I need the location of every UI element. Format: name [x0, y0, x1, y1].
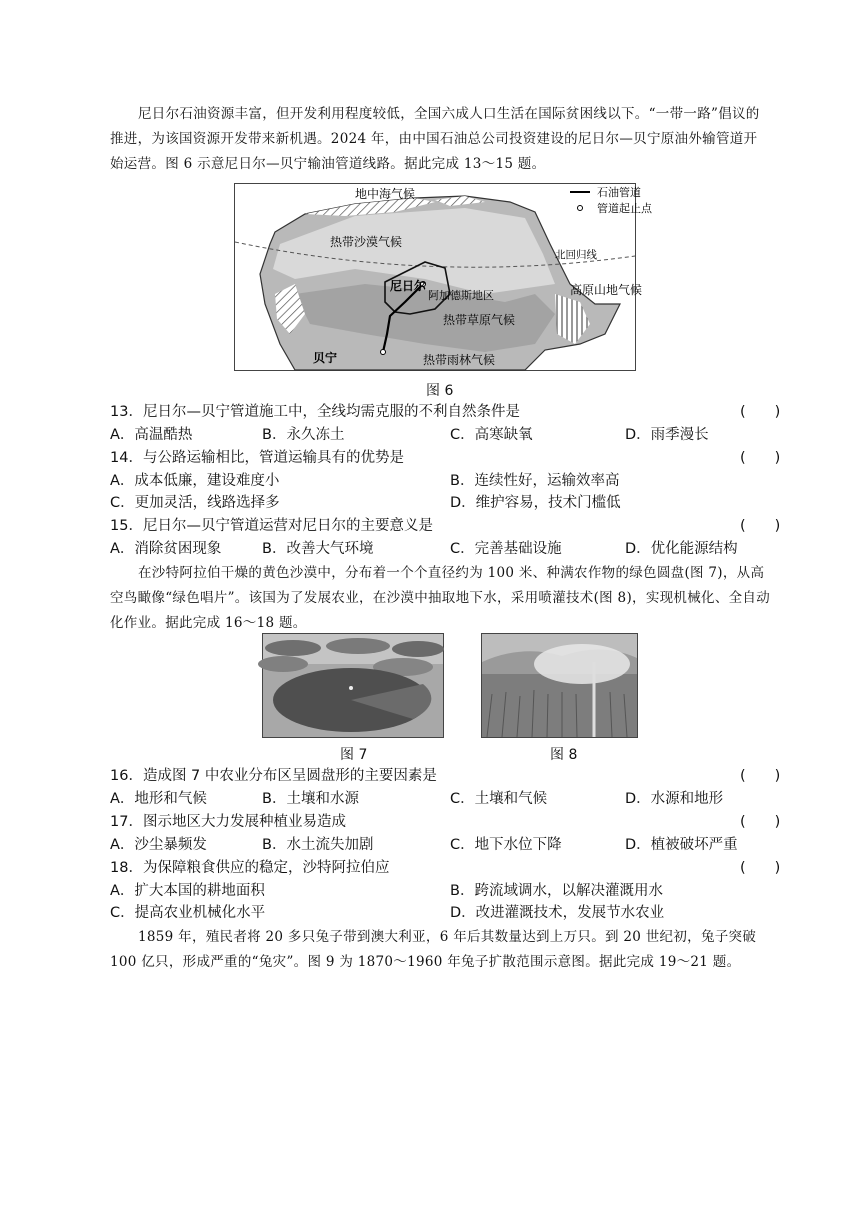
option-c: C．土壤和气候 — [450, 791, 548, 807]
answer-blank: ( ) — [740, 450, 781, 466]
options-16 — [110, 788, 790, 810]
fig8-caption: 图 8 — [550, 747, 578, 763]
legend-pipeline: 石油管道 — [597, 186, 641, 199]
option-a: A．地形和气候 — [110, 791, 207, 807]
option-a: A．消除贫困现象 — [110, 541, 222, 557]
option-d: D．雨季漫长 — [625, 427, 709, 443]
label-benin: 贝宁 — [313, 351, 338, 365]
question-13: 13．尼日尔—贝宁管道施工中，全线均需克服的不利自然条件是 ( ) — [110, 401, 790, 423]
option-a: A．成本低廉，建设难度小 — [110, 473, 280, 489]
pipeline-end-point — [381, 350, 386, 355]
question-15: 15．尼日尔—贝宁管道运营对尼日尔的主要意义是 ( ) — [110, 515, 790, 537]
options-17 — [110, 834, 790, 856]
pipeline-map-figure — [234, 183, 652, 371]
option-d: D．植被破坏严重 — [625, 837, 738, 853]
question-18: 18．为保障粮食供应的稳定，沙特阿拉伯应 ( ) — [110, 857, 790, 879]
figure-7-crop-circles — [262, 633, 444, 738]
label-savanna: 热带草原气候 — [443, 313, 516, 327]
intro-paragraph-16-18: 在沙特阿拉伯干燥的黄色沙漠中，分布着一个个直径约为 100 米、种满农作物的绿色圆盘(图 7)，从高空鸟瞰像“绿色唱片”。该国为了发展农业，在沙漠中抽取地下水，采用喷灌技术(图 8)，实现机械化、全自动化作业。据此完成 16～18 题。 — [110, 565, 771, 631]
answer-blank: ( ) — [740, 518, 781, 534]
option-c: C．提高农业机械化水平 — [110, 905, 266, 921]
answer-blank: ( ) — [740, 814, 781, 830]
label-agadez: 阿加德斯地区 — [428, 289, 494, 302]
answer-blank: ( ) — [740, 404, 781, 420]
option-d: D．维护容易，技术门槛低 — [450, 495, 621, 511]
intro-paragraph-13-15: 尼日尔石油资源丰富，但开发利用程度较低，全国六成人口生活在国际贫困线以下。“一带一路”倡议的推进，为该国资源开发带来新机遇。2024 年，由中国石油总公司投资建设的尼日尔—贝宁原油外输管道开始运营。图 6 示意尼日尔—贝宁输油管道线路。据此完成 13～15 题。 — [110, 106, 760, 172]
option-d: D．水源和地形 — [625, 791, 724, 807]
label-rainforest: 热带雨林气候 — [423, 353, 496, 367]
option-c: C．地下水位下降 — [450, 837, 562, 853]
options-18-row1 — [110, 880, 790, 902]
option-a: A．沙尘暴频发 — [110, 837, 207, 853]
option-d: D．优化能源结构 — [625, 541, 738, 557]
option-b: B．土壤和水源 — [262, 791, 359, 807]
option-b: B．改善大气环境 — [262, 541, 374, 557]
option-b: B．永久冻土 — [262, 427, 345, 443]
sprinkler-photo — [482, 634, 637, 737]
crop-circles-photo — [263, 634, 443, 737]
legend-endpoint: 管道起止点 — [597, 202, 652, 215]
options-14-row2 — [110, 492, 790, 514]
figure-8-sprinkler-irrigation — [481, 633, 638, 738]
label-highland: 高原山地气候 — [570, 283, 643, 297]
option-b: B．跨流域调水，以解决灌溉用水 — [450, 883, 663, 899]
answer-blank: ( ) — [740, 860, 781, 876]
options-13 — [110, 424, 790, 446]
options-14-row1 — [110, 470, 790, 492]
option-a: A．扩大本国的耕地面积 — [110, 883, 265, 899]
option-c: C．高寒缺氧 — [450, 427, 533, 443]
label-mediterranean: 地中海气候 — [355, 187, 416, 201]
option-c: C．更加灵活，线路选择多 — [110, 495, 280, 511]
option-b: B．连续性好，运输效率高 — [450, 473, 620, 489]
option-b: B．水土流失加剧 — [262, 837, 374, 853]
africa-climate-map — [235, 184, 652, 370]
question-17: 17．图示地区大力发展种植业易造成 ( ) — [110, 811, 790, 833]
question-14: 14．与公路运输相比，管道运输具有的优势是 ( ) — [110, 447, 790, 469]
answer-blank: ( ) — [740, 768, 781, 784]
options-15 — [110, 538, 790, 560]
question-16: 16．造成图 7 中农业分布区呈圆盘形的主要因素是 ( ) — [110, 765, 790, 787]
label-niger: 尼日尔 — [390, 279, 427, 293]
fig6-caption: 图 6 — [426, 383, 454, 399]
option-a: A．高温酷热 — [110, 427, 193, 443]
option-c: C．完善基础设施 — [450, 541, 562, 557]
options-18-row2 — [110, 902, 790, 924]
map-legend — [570, 185, 653, 215]
fig7-caption: 图 7 — [340, 747, 368, 763]
label-tropic: 北回归线 — [555, 249, 597, 261]
intro-paragraph-19-21: 1859 年，殖民者将 20 多只兔子带到澳大利亚，6 年后其数量达到上万只。到 20 世纪初，兔子突破 100 亿只，形成严重的“兔灾”。图 9 为 1870～1960 年兔子扩散范围示意图。据此完成 19～21 题。 — [110, 929, 757, 970]
option-d: D．改进灌溉技术，发展节水农业 — [450, 905, 665, 921]
label-desert: 热带沙漠气候 — [330, 235, 403, 249]
